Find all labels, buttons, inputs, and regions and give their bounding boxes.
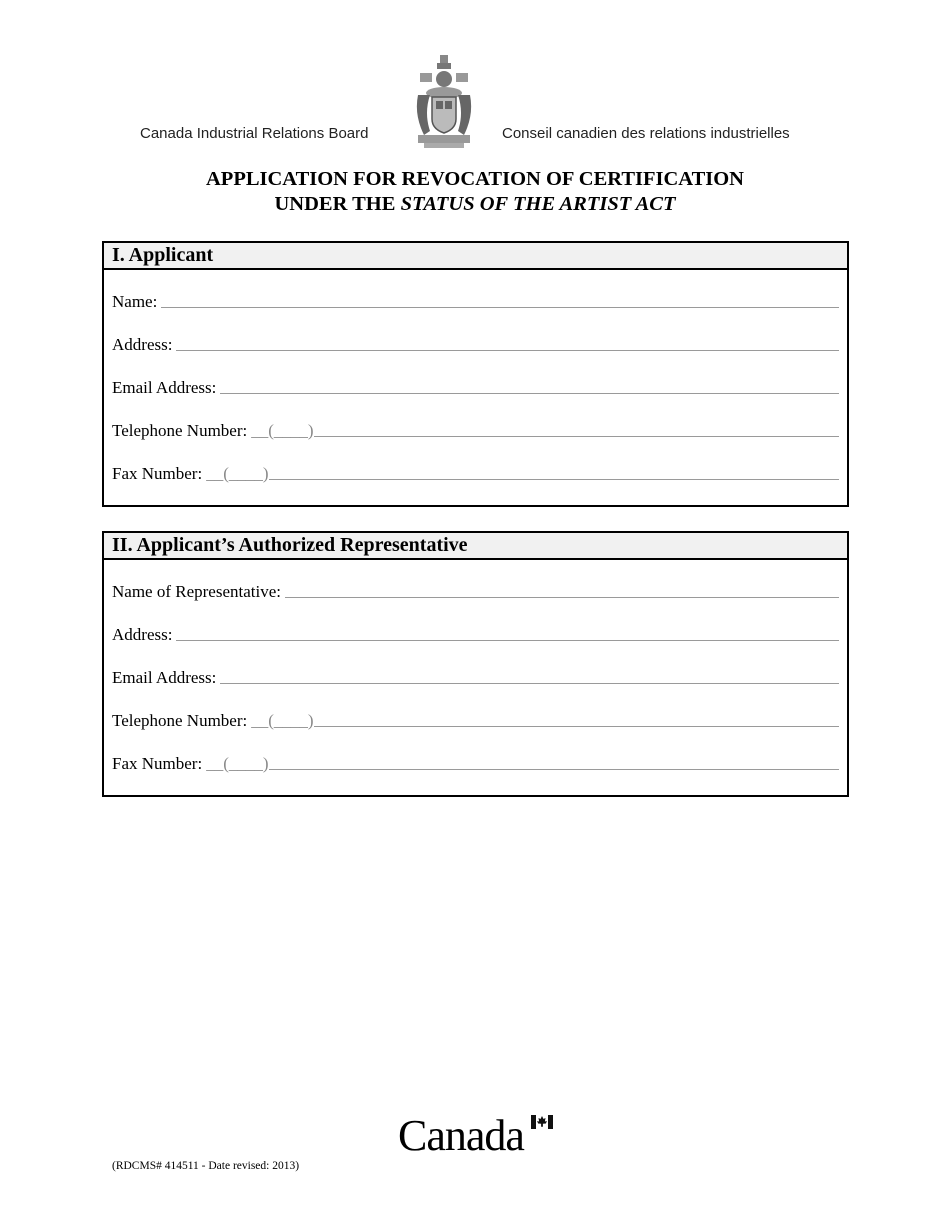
field-label: Name: <box>112 292 158 311</box>
email-input[interactable] <box>220 665 839 684</box>
telephone-input[interactable] <box>314 708 839 727</box>
fax-field-row <box>112 751 839 775</box>
address-field-row <box>112 332 839 356</box>
address-input[interactable] <box>176 622 839 641</box>
field-label: Telephone Number: <box>112 421 248 440</box>
area-code-placeholder[interactable]: __(____) <box>251 421 314 440</box>
address-field-row <box>112 622 839 646</box>
field-label: Telephone Number: <box>112 711 248 730</box>
email-field-row <box>112 375 839 399</box>
field-label: Address: <box>112 335 173 354</box>
telephone-field-row <box>112 418 839 442</box>
section-heading: I. Applicant <box>104 243 847 270</box>
telephone-field-row <box>112 708 839 732</box>
section-heading: II. Applicant’s Authorized Representative <box>104 533 847 560</box>
field-label: Name of Representative: <box>112 582 281 601</box>
area-code-placeholder[interactable]: __(____) <box>206 464 269 483</box>
area-code-placeholder[interactable]: __(____) <box>251 711 314 730</box>
title-line-2: UNDER THE STATUS OF THE ARTIST ACT <box>274 193 676 215</box>
act-name: STATUS OF THE ARTIST ACT <box>400 193 676 215</box>
email-field-row <box>112 665 839 689</box>
board-name-french: Conseil canadien des relations industrielles <box>502 125 790 142</box>
representative-name-field-row <box>112 579 839 603</box>
area-code-placeholder[interactable]: __(____) <box>206 754 269 773</box>
field-label: Email Address: <box>112 378 217 397</box>
coat-of-arms-icon <box>410 55 478 149</box>
document-reference: (RDCMS# 414511 - Date revised: 2013) <box>112 1160 300 1172</box>
fax-input[interactable] <box>269 461 839 480</box>
field-label: Address: <box>112 625 173 644</box>
representative-name-input[interactable] <box>285 579 839 598</box>
canada-flag-icon <box>531 1115 553 1129</box>
name-field-row <box>112 289 839 313</box>
form-title <box>0 167 950 217</box>
address-input[interactable] <box>176 332 839 351</box>
field-label: Fax Number: <box>112 464 203 483</box>
fax-input[interactable] <box>269 751 839 770</box>
letterhead <box>140 55 820 150</box>
board-name-english: Canada Industrial Relations Board <box>140 125 369 142</box>
fax-field-row <box>112 461 839 485</box>
section-representative <box>102 531 849 797</box>
name-input[interactable] <box>161 289 839 308</box>
section-applicant <box>102 241 849 507</box>
canada-wordmark: Canada <box>398 1111 524 1160</box>
field-label: Fax Number: <box>112 754 203 773</box>
field-label: Email Address: <box>112 668 217 687</box>
title-line-1: APPLICATION FOR REVOCATION OF CERTIFICATION <box>206 168 744 190</box>
telephone-input[interactable] <box>314 418 839 437</box>
email-input[interactable] <box>220 375 839 394</box>
